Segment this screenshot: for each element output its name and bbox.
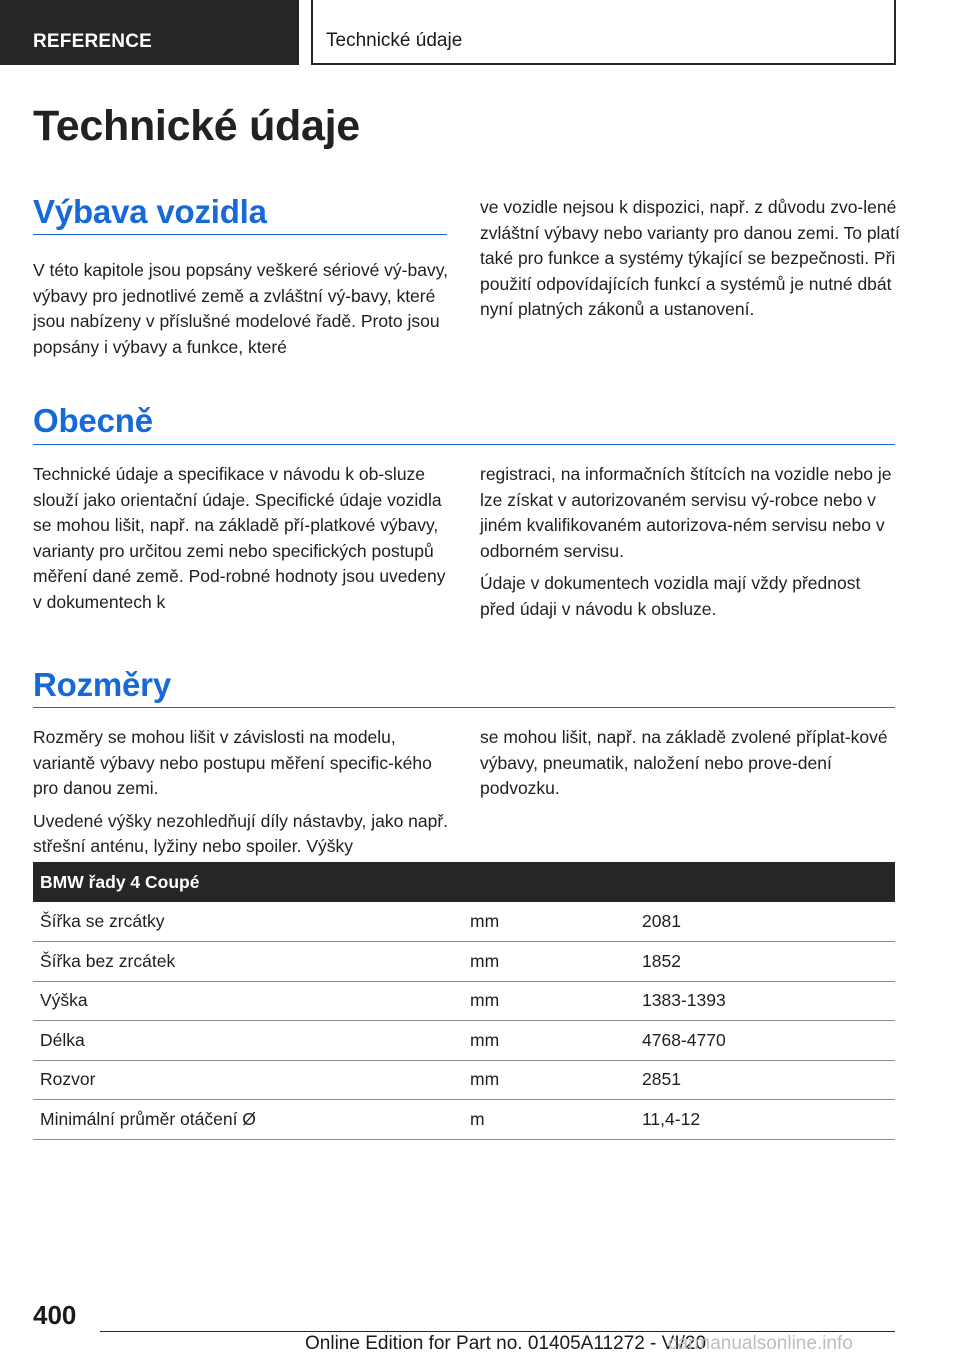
- header-section-tab: [0, 0, 299, 65]
- row-unit: m: [463, 1100, 635, 1140]
- row-unit: mm: [463, 1021, 635, 1061]
- section-obecne-left-column: [33, 462, 453, 616]
- section-rule-vybava: [33, 234, 447, 235]
- table-row: [33, 1100, 895, 1140]
- header-chapter-tab: [311, 0, 896, 65]
- section-rozmery-left-column: [33, 725, 453, 860]
- table-row: [33, 981, 895, 1021]
- section-rule-obecne: [33, 444, 895, 445]
- page-number: 400: [33, 1300, 77, 1330]
- row-label: Minimální průměr otáčení Ø: [33, 1100, 463, 1140]
- paragraph: se mohou lišit, např. na základě zvolené příplat-kové výbavy, pneumatik, naložení nebo prove-dení podvozku.: [480, 727, 888, 799]
- watermark-text: carmanualsonline.info: [668, 1333, 853, 1354]
- row-unit: mm: [463, 1060, 635, 1100]
- row-label: Šířka bez zrcátek: [33, 942, 463, 982]
- row-value: 1383-1393: [635, 981, 895, 1021]
- section-vybava-right-column: [480, 195, 900, 323]
- section-heading-obecne: Obecně: [33, 402, 153, 439]
- paragraph: Rozměry se mohou lišit v závislosti na modelu, variantě výbavy nebo postupu měření specific-kého pro danou zemi.: [33, 727, 432, 799]
- paragraph: registraci, na informačních štítcích na vozidle nebo je lze získat v autorizovaném servisu vý-robce nebo v jiném kvalifikovaném autorizova-ném servisu nebo v odborném servisu.: [480, 464, 892, 561]
- paragraph: Uvedené výšky nezohledňují díly nástavby, jako např. střešní anténu, lyžiny nebo spoiler. Výšky: [33, 810, 449, 857]
- row-unit: mm: [463, 981, 635, 1021]
- section-obecne-right-column: [480, 462, 900, 623]
- footer-edition-text: Online Edition for Part no. 01405A11272 - VI/20: [305, 1333, 707, 1354]
- section-heading-vybava: Výbava vozidla: [33, 193, 267, 230]
- paragraph: V této kapitole jsou popsány veškeré sériové vý-bavy, výbavy pro jednotlivé země a zvláštní vý-bavy, které jsou nabízeny v příslušné modelové řadě. Proto jsou popsány i výbavy a funkce, které: [33, 260, 449, 357]
- footer-rule: [100, 1331, 895, 1332]
- row-value: 4768-4770: [635, 1021, 895, 1061]
- header-section-label: REFERENCE: [33, 31, 152, 52]
- row-unit: mm: [463, 902, 635, 942]
- row-label: Výška: [33, 981, 463, 1021]
- row-label: Šířka se zrcátky: [33, 902, 463, 942]
- row-unit: mm: [463, 942, 635, 982]
- row-value: 2081: [635, 902, 895, 942]
- table-row: [33, 1060, 895, 1100]
- dimensions-table: [33, 862, 895, 1140]
- row-value: 2851: [635, 1060, 895, 1100]
- page-title: Technické údaje: [33, 102, 360, 150]
- row-value: 11,4-12: [635, 1100, 895, 1140]
- section-rule-rozmery: [33, 707, 895, 708]
- table-row: [33, 942, 895, 982]
- table-header-row: [33, 862, 895, 902]
- row-label: Délka: [33, 1021, 463, 1061]
- table-row: [33, 902, 895, 942]
- table-title: BMW řady 4 Coupé: [33, 862, 895, 902]
- paragraph: Technické údaje a specifikace v návodu k ob-sluze slouží jako orientační údaje. Specifické údaje vozidla se mohou lišit, např. na základě pří-platkové výbavy, varianty pro určitou zemi nebo specifických postupů měření dané země. Pod-robné hodnoty jsou uvedeny v dokumentech k: [33, 464, 446, 612]
- paragraph: ve vozidle nejsou k dispozici, např. z důvodu zvo-lené zvláštní výbavy nebo varianty pro danou zemi. To platí také pro funkce a systémy týkající se bezpečnosti. Při použití odpovídajících funkcí a systémů je nutné dbát nyní platných zákonů a ustanovení.: [480, 197, 900, 320]
- header-chapter-label: Technické údaje: [326, 30, 463, 51]
- row-label: Rozvor: [33, 1060, 463, 1100]
- section-rozmery-right-column: [480, 725, 900, 802]
- section-heading-rozmery: Rozměry: [33, 666, 171, 703]
- table-row: [33, 1021, 895, 1061]
- section-vybava-left-column: [33, 258, 453, 360]
- row-value: 1852: [635, 942, 895, 982]
- paragraph: Údaje v dokumentech vozidla mají vždy přednost před údaji v návodu k obsluze.: [480, 573, 861, 619]
